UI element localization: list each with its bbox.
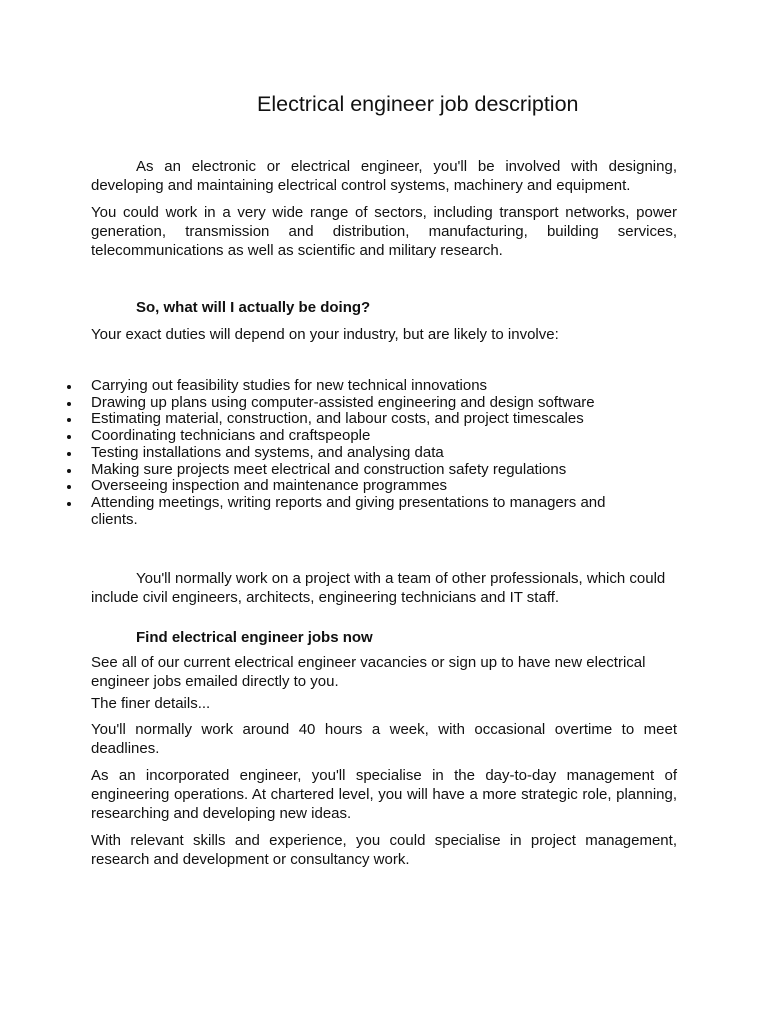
- duties-list: [0, 378, 768, 528]
- vacancies-paragraph: See all of our current electrical engineer vacancies or sign up to have new electrical engineer jobs emailed directly to you.: [91, 654, 646, 690]
- list-item: [0, 428, 646, 445]
- section-heading-jobs: Find electrical engineer jobs now: [136, 629, 373, 646]
- intro-paragraph-2: You could work in a very wide range of sectors, including transport networks, power generation, transmission and distribution, manufacturing, building services, telecommunications as well as scientific and military research.: [91, 204, 677, 259]
- bullet-icon: [67, 502, 71, 506]
- section-heading-duties: So, what will I actually be doing?: [136, 299, 371, 316]
- intro-paragraph-1: As an electronic or electrical engineer, you'll be involved with designing, developing and maintaining electrical control systems, machinery and equipment.: [91, 158, 677, 194]
- bullet-icon: [67, 469, 71, 473]
- list-item: [0, 378, 646, 395]
- bullet-icon: [67, 435, 71, 439]
- duty-text: Carrying out feasibility studies for new technical innovations: [91, 377, 488, 394]
- bullet-icon: [67, 402, 71, 406]
- duty-text: Estimating material, construction, and labour costs, and project timescales: [91, 410, 584, 428]
- incorporated-paragraph: As an incorporated engineer, you'll specialise in the day-to-day management of engineering operations. At chartered level, you will have a more strategic role, planning, researching and developing new ideas.: [91, 767, 677, 822]
- duty-text: Drawing up plans using computer-assisted engineering and design software: [91, 393, 595, 411]
- document-title: Electrical engineer job description: [257, 92, 579, 116]
- duty-text: Testing installations and systems, and analysing data: [91, 443, 444, 461]
- list-item: [0, 411, 646, 428]
- bullet-icon: [67, 418, 71, 422]
- duty-text: Coordinating technicians and craftspeople: [91, 427, 371, 445]
- duty-text: Attending meetings, writing reports and giving presentations to managers and clients.: [91, 493, 606, 528]
- finer-details-text: The finer details...: [91, 695, 211, 712]
- list-item: [0, 445, 646, 462]
- bullet-icon: [67, 452, 71, 456]
- duty-text: Overseeing inspection and maintenance programmes: [91, 477, 448, 495]
- list-item: [0, 495, 646, 528]
- hours-paragraph: You'll normally work around 40 hours a week, with occasional overtime to meet deadlines.: [91, 721, 677, 757]
- duties-lead-text: Your exact duties will depend on your industry, but are likely to involve:: [91, 326, 559, 343]
- specialise-paragraph: With relevant skills and experience, you could specialise in project management, research and development or consultancy work.: [91, 832, 677, 868]
- bullet-icon: [67, 385, 71, 389]
- team-paragraph: You'll normally work on a project with a team of other professionals, which could include civil engineers, architects, engineering technicians and IT staff.: [91, 570, 666, 606]
- list-item: [0, 462, 646, 479]
- list-item: [0, 395, 646, 412]
- duty-text: Making sure projects meet electrical and construction safety regulations: [91, 460, 567, 478]
- list-item: [0, 478, 646, 495]
- bullet-icon: [67, 485, 71, 489]
